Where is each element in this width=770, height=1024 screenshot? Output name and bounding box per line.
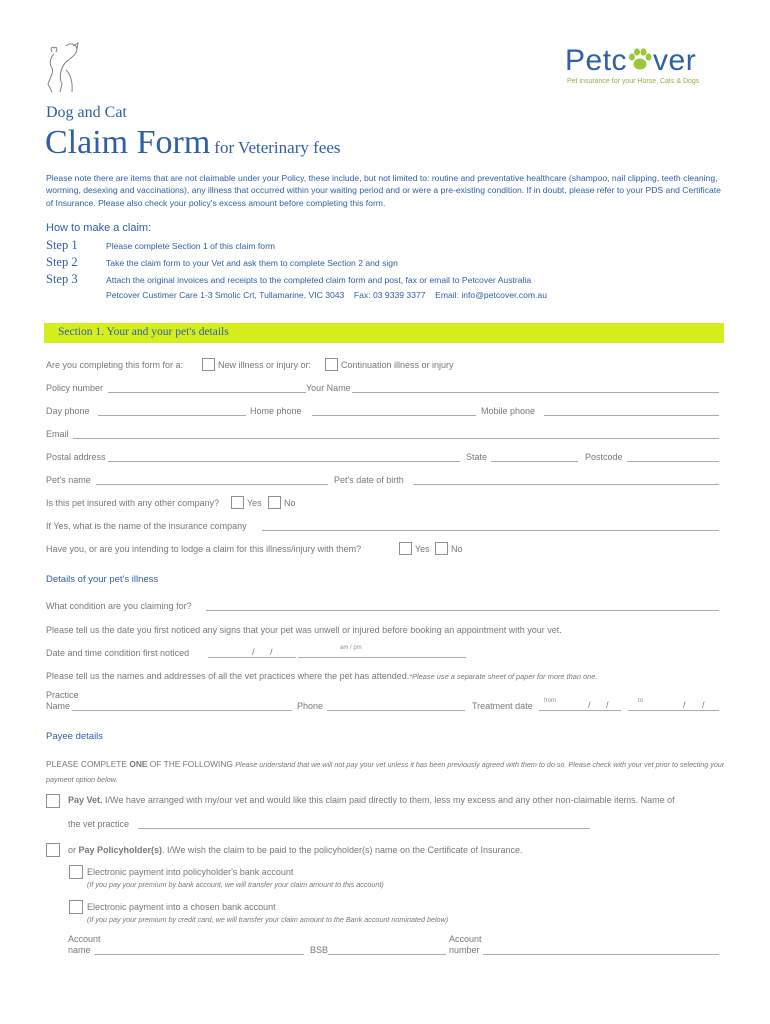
policy-number-label: Policy number (46, 383, 104, 393)
treatment-to-field[interactable] (628, 710, 719, 711)
logo-text-left: Petc (565, 44, 628, 77)
paw-icon (627, 47, 653, 73)
account-number-field[interactable] (483, 954, 719, 955)
other-insured-yes-checkbox[interactable] (231, 496, 244, 509)
pay-policyholder-description: . I/We wish the claim to be paid to the policyholder(s) name on the Certificate of Insurance. (162, 845, 523, 855)
practice-name-field[interactable] (72, 710, 292, 711)
step-2-label: Step 2 (46, 255, 78, 269)
datetime-time-field[interactable] (298, 657, 466, 658)
postal-address-field[interactable] (108, 461, 460, 462)
account-name-field[interactable] (94, 954, 304, 955)
postal-address-label: Postal address (46, 452, 106, 462)
email-field[interactable] (73, 438, 719, 439)
account-name-label-2: name (68, 945, 91, 955)
practices-text (46, 671, 597, 681)
account-number-label-1: Account (449, 934, 482, 944)
ampm-label: am / pm (340, 645, 362, 651)
pay-policyholder-checkbox[interactable] (46, 843, 60, 857)
new-illness-label: New illness or injury or: (218, 360, 312, 370)
postcode-field[interactable] (627, 461, 719, 462)
electronic-chosen-label: Electronic payment into a chosen bank account (87, 902, 276, 912)
insurance-company-label: If Yes, what is the name of the insurance company (46, 521, 247, 531)
completing-for-label: Are you completing this form for a: (46, 360, 184, 370)
pay-vet-label: Pay Vet. (68, 795, 103, 805)
petcover-logo (565, 44, 725, 90)
lodge-claim-yes-label: Yes (415, 544, 430, 554)
dog-cat-illustration (40, 40, 88, 96)
treatment-to-label: to (638, 698, 644, 704)
practice-name-label: Name (46, 701, 71, 711)
complete-one-b: ONE (129, 759, 148, 769)
treatment-from-label: from (544, 698, 556, 704)
pay-policyholder-or: or (68, 845, 79, 855)
email-label: Email (46, 429, 69, 439)
bsb-label: BSB (310, 945, 329, 955)
howto-heading: How to make a claim: (46, 222, 152, 234)
your-name-field[interactable] (352, 392, 719, 393)
other-insured-yes-label: Yes (247, 498, 262, 508)
payee-heading: Payee details (46, 731, 104, 742)
day-phone-field[interactable] (98, 415, 246, 416)
logo-tagline: Pet insurance for your Horse, Cats & Dogs (567, 78, 700, 85)
pay-vet-checkbox[interactable] (46, 794, 60, 808)
step-2-text: Take the claim form to your Vet and ask them to complete Section 2 and sign (106, 258, 398, 268)
continuation-label: Continuation illness or injury (341, 360, 454, 370)
pets-name-field[interactable] (96, 484, 328, 485)
electronic-chosen-checkbox[interactable] (69, 900, 83, 914)
practice-phone-label: Phone (297, 701, 324, 711)
state-field[interactable] (491, 461, 578, 462)
datetime-slash-2: / (270, 647, 273, 657)
electronic-policyholder-note: (If you pay your premium by bank account, we will transfer your claim amount to this account) (87, 880, 384, 889)
first-noticed-text: Please tell us the date you first noticed any signs that your pet was unwell or injured before booking an appointment with your vet. (46, 625, 562, 635)
step-3-label: Step 3 (46, 272, 78, 286)
condition-field[interactable] (206, 610, 719, 611)
datetime-label: Date and time condition first noticed (46, 648, 190, 658)
vet-practice-label: the vet practice (68, 819, 130, 829)
complete-one-note: Please understand that we will not pay your vet unless it has been previously agreed with them to do so. Please check with your vet prior to selecting your payment option below. (46, 760, 725, 784)
bsb-field[interactable] (328, 954, 446, 955)
policy-number-field[interactable] (108, 392, 306, 393)
mobile-phone-field[interactable] (544, 415, 719, 416)
logo-text-right: ver (653, 44, 697, 77)
datetime-slash-1: / (252, 647, 255, 657)
practice-label: Practice (46, 690, 79, 700)
form-title (45, 124, 340, 162)
treatment-to-slash-2: / (702, 700, 705, 710)
pets-dob-label: Pet's date of birth (334, 475, 404, 485)
complete-one-a: PLEASE COMPLETE (46, 759, 130, 769)
contact-details: Petcover Custimer Care 1-3 Smolic Crt, Tullamarine, VIC 3043 Fax: 03 9339 3377 Email: info@petcover.com.au (106, 290, 547, 300)
pay-policyholder-text (68, 845, 523, 855)
section-1-title: Section 1. Your and your pet's details (58, 326, 229, 338)
account-name-label-1: Account (68, 934, 101, 944)
lodge-claim-yes-checkbox[interactable] (399, 542, 412, 555)
complete-one-text (46, 757, 726, 787)
state-label: State (466, 452, 488, 462)
form-title-main: Claim Form (45, 124, 211, 161)
section-1-bar (44, 323, 724, 343)
other-insured-no-label: No (284, 498, 296, 508)
pay-vet-description: I/We have arranged with my/our vet and would like this claim paid directly to them, less my excess and any other non-claimable items. Name of (102, 795, 675, 805)
new-illness-checkbox[interactable] (202, 358, 215, 371)
form-title-suffix: for Veterinary fees (214, 138, 341, 157)
your-name-label: Your Name (306, 383, 351, 393)
illness-heading: Details of your pet's illness (46, 574, 159, 585)
complete-one-c: OF THE FOLLOWING (147, 759, 233, 769)
postcode-label: Postcode (585, 452, 623, 462)
electronic-policyholder-label: Electronic payment into policyholder's bank account (87, 867, 294, 877)
notice-text: Please note there are items that are not claimable under your Policy, these include, but not limited to: routine and preventative healthcare (shampoo, nail clipping, teeth cleaning, worming, desexing and vaccinations), any illness that occurred within your waiting period and or were a pre-existing condition. If in doubt, please refer to your PDS and Certificate of Insurance. Please also check your policy's excess amount before completing this form. (46, 173, 721, 208)
datetime-date-field[interactable] (208, 657, 296, 658)
electronic-chosen-note: (If you pay your premium by credit card, we will transfer your claim amount to the Bank account nominated below) (87, 915, 449, 924)
practices-note: *Please use a separate sheet of paper for more than one. (409, 672, 598, 681)
pay-vet-text (68, 795, 675, 805)
form-subtitle: Dog and Cat (46, 104, 127, 121)
practice-phone-field[interactable] (327, 710, 465, 711)
practices-label: Please tell us the names and addresses of all the vet practices where the pet has attended. (46, 671, 410, 681)
other-insured-no-checkbox[interactable] (268, 496, 281, 509)
treatment-date-label: Treatment date (472, 701, 533, 711)
condition-label: What condition are you claiming for? (46, 601, 192, 611)
electronic-policyholder-checkbox[interactable] (69, 865, 83, 879)
day-phone-label: Day phone (46, 406, 90, 416)
account-number-label-2: number (449, 945, 480, 955)
vet-practice-field[interactable] (138, 828, 590, 829)
home-phone-field[interactable] (312, 415, 476, 416)
treatment-from-slash-2: / (606, 700, 609, 710)
pets-dob-field[interactable] (413, 484, 719, 485)
lodge-claim-no-checkbox[interactable] (435, 542, 448, 555)
treatment-from-slash-1: / (588, 700, 591, 710)
lodge-claim-label: Have you, or are you intending to lodge a claim for this illness/injury with them? (46, 544, 362, 554)
insurance-company-field[interactable] (262, 530, 719, 531)
other-insured-label: Is this pet insured with any other company? (46, 498, 220, 508)
continuation-checkbox[interactable] (325, 358, 338, 371)
step-3-text: Attach the original invoices and receipts to the completed claim form and post, fax or email to Petcover Australia (106, 275, 532, 285)
home-phone-label: Home phone (250, 406, 302, 416)
pay-policyholder-label: Pay Policyholder(s) (78, 845, 163, 855)
pets-name-label: Pet's name (46, 475, 91, 485)
treatment-to-slash-1: / (683, 700, 686, 710)
step-1-label: Step 1 (46, 238, 78, 252)
step-1-text: Please complete Section 1 of this claim form (106, 241, 276, 251)
lodge-claim-no-label: No (451, 544, 463, 554)
treatment-from-field[interactable] (539, 710, 621, 711)
mobile-phone-label: Mobile phone (481, 406, 536, 416)
